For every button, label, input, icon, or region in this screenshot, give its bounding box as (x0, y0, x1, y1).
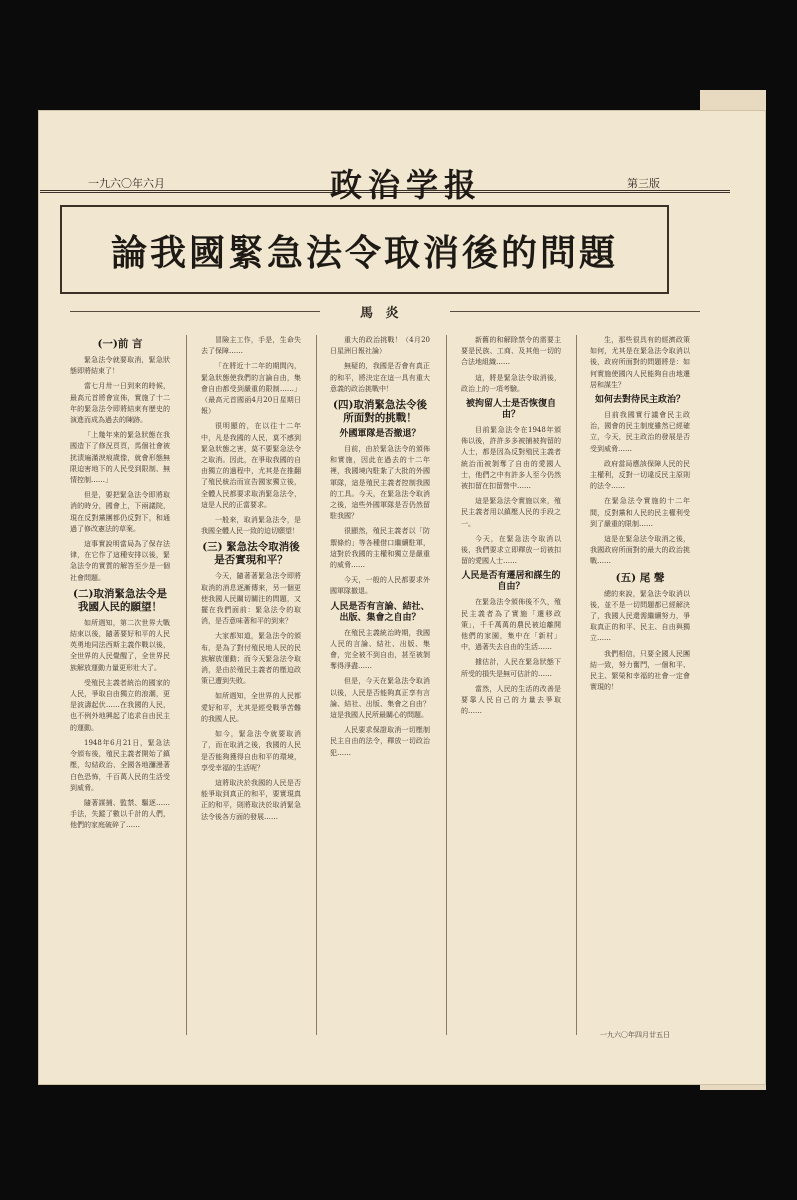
column-5 (590, 335, 690, 1035)
paragraph: 隨著謀捕、監禁、驅逐……手法，失蹤了數以千計的人們，他們的家庭破碎了…… (70, 798, 170, 830)
paragraph: 人民要求保證取消一切壓制民主自由的法令，釋放一切政治犯…… (330, 726, 430, 757)
paragraph: 重大的政治挑戰！（4月20日星洲日報社論） (330, 336, 430, 356)
article-date: 一九六〇年四月廿五日 (600, 1031, 670, 1039)
page-number: 第三版 (627, 177, 660, 190)
paragraph: 大家都知道，緊急法令的頒布，是為了對付殖民地人民的民族解放運動；而今天緊急法令取消，是由於殖民主義者的壓迫政策已遭到失敗。 (201, 632, 301, 686)
newspaper-title: 政治学报 (330, 166, 483, 204)
paragraph: 目前，由於緊急法令的頒佈和實施，因此在過去的十二年裡，我國境內駐紮了大批的外國軍隊，這是殖民主義者控制我國的工具。今天，在緊急法令取消之後，這些外國軍隊是否仍然留駐我國？ (330, 445, 430, 521)
paragraph: 如今，緊急法令就要取消了，而在取消之後，我國的人民是否能夠獲得自由和平的環境，享受幸福的生活呢？ (201, 730, 301, 772)
paragraph: 今天，一般的人民都要求外國軍隊撤退。 (330, 576, 430, 596)
column-3 (330, 335, 430, 1035)
paragraph: 今天，在緊急法令取消以後，我們要求立即釋放一切被扣留的愛國人士…… (461, 534, 561, 566)
paragraph: 我們相信，只要全國人民團結一致，努力奮鬥，一個和平、民主、繁榮和幸福的社會一定會實現的！ (590, 649, 690, 692)
paragraph: 受殖民主義者統治的國家的人民，爭取自由獨立的浪潮，更是波濤起伏……在我國的人民，也不例外地興起了追求自由民主的運動。 (70, 678, 170, 732)
paragraph: 但是，要把緊急法令即將取消的時分，國會上，下兩議院，現在反對黨團都仍反對下，和通過了修改憲法的草案。 (70, 491, 170, 533)
section-heading: (五) 尾 聲 (615, 571, 665, 584)
byline (70, 300, 710, 324)
paragraph: 「上幾年來的緊急狀態在我國造下了修況頁頁，馬個社會被扰渍遍滿淚痕歲像，就會形態無限迫害地下的人民受到限制、無情控制……」 (70, 431, 170, 485)
paragraph: 目前我國實行議會民主政治，國會的民主制度雖然已經確立，今天，民主政治的發展是否受到威脅…… (590, 411, 690, 453)
headline: 論我國緊急法令取消後的問題 (110, 232, 618, 274)
paragraph: 很顯然，殖民主義者以「防禦條約」等各種借口繼續駐軍，這對於我國的主權和獨立是嚴重的威脅…… (330, 527, 430, 570)
paragraph: 在緊急法令實施的十二年間，反對黨和人民的民主權利受到了嚴重的限制…… (590, 497, 690, 528)
paragraph: 目前緊急法令在1948年頒佈以後，許許多多被捕被拘留的人士，都是因為反對殖民主義者統治而被剝奪了自由的愛國人士，他們之中有許多人至今仍然被扣留在扣留營中…… (461, 426, 561, 491)
paragraph: 如所週知，全世界的人民都愛好和平，尤其是經受戰爭苦難的我國人民。 (201, 692, 301, 723)
paragraph: 如所週知，第二次世界大戰結束以後，隨著要好和平的人民英勇地同法西斯主義作戰以後，全世界的人民覺醒了，全世界民族解放運動力量更形壯大了。 (70, 618, 170, 672)
column-rule (576, 335, 577, 1035)
paragraph: 緊急法令就要取消，緊急狀態即將結束了！ (70, 356, 170, 376)
paragraph: 無疑的，我國是否會有真正的和平，將決定在這一具有重大意義的政治挑戰中！ (330, 362, 430, 393)
paragraph: 這事實說明當局為了保存法律，在它作了這種安排以後，緊急法令的實質的解答至少是一個社會問題。 (70, 540, 170, 582)
paragraph: 在殖民主義統治時期，我國人民的言論、結社、出版、集會，完全被不到自由，甚至被剝奪得淨盡…… (330, 628, 430, 671)
paragraph: 「在將近十二年的期間內，緊急狀態使我們的言論自由，集會自由都受到嚴重的限制……」（最高元首國函4月20日星期日報） (201, 362, 301, 416)
paragraph: 當然，人民的生活的改善是要靠人民自己的力量去爭取的…… (461, 684, 561, 716)
paragraph: 很明顯的，在以往十二年中，凡是我國的人民，莫不感到緊急狀態之害，莫不要緊急法令之取消。因此，在爭取我國的自由獨立的過程中，尤其是在推翻了殖民統治而宣告國家獨立後，全體人民都要求取消緊急法令，這是人民的正當要求。 (201, 422, 301, 509)
column-rule (186, 335, 187, 1035)
paragraph: 這，將是緊急法令取消後，政治上的一項考驗。 (461, 373, 561, 393)
paragraph: 生，那些很具有的經濟政策如何，尤其是在緊急法令取消以後，政府所面對的問題將是：如何實施使國內人民能夠自由地遷居和謀生？ (590, 336, 690, 389)
paragraph: 政府當局應該保障人民的民主權利，反對一切違反民主原則的法令…… (590, 459, 690, 491)
author: 馬 炎 (360, 306, 403, 321)
section-heading: (二)取消緊急法令是我國人民的願望！ (73, 587, 167, 613)
column-4 (461, 335, 561, 1035)
section-heading: (一)前 言 (97, 338, 143, 350)
section-heading: 外國軍隊是否撤退？ (339, 429, 421, 440)
section-heading: 人民是否有言論、結社、出版、集會之自由？ (330, 601, 430, 623)
byline-rule-right (450, 311, 700, 312)
issue-date: 一九六〇年六月 (88, 177, 165, 190)
section-heading: (四)取消緊急法令後所面對的挑戰！ (333, 399, 427, 425)
column-1 (70, 335, 170, 1035)
paragraph: 這將取決於我國的人民是否能爭取到真正的和平，要實現真正的和平，則將取決於取消緊急法令後各方面的發展…… (201, 778, 301, 821)
masthead (40, 120, 730, 204)
section-heading: 被拘留人士是否恢復自由？ (465, 399, 556, 421)
paragraph: 一般來，取消緊急法令，是我國全體人民一致的迫切願望！ (201, 516, 301, 536)
paragraph: 今天，隨著著緊急法令即將取消的消息逐漸傳來，另一個更使我國人民關切關注的問題，又擺在我們面前：緊急法令的取消，是否意味著和平的到來？ (201, 572, 301, 626)
column-rule (316, 335, 317, 1035)
column-2 (201, 335, 301, 1035)
section-heading: 人民是否有遷居和謀生的自由？ (461, 571, 561, 593)
paragraph: 在緊急法令頒佈後不久，殖民主義者為了實施「遷移政策」，千千萬萬的農民被迫離開他們的家園，集中在「新村」中，過著失去自由的生活…… (461, 598, 561, 652)
paragraph: 新舊的和解除禁令的需要主要是民族、工商、及其他一切的合法地組織…… (461, 336, 561, 367)
paragraph: 冒險主工作，手是，生命失去了保障…… (201, 336, 301, 356)
paragraph: 但是，今天在緊急法令取消以後，人民是否能夠真正享有言論、結社、出版、集會之自由？這是我國人民所最關心的問題。 (330, 677, 430, 720)
column-rule (446, 335, 447, 1035)
byline-rule-left (70, 311, 320, 312)
paragraph: 這是在緊急法令取消之後，我國政府所面對的最大的政治挑戰…… (590, 535, 690, 566)
paragraph: 1948年6月21日，緊急法令頒布後，殖民主義者開始了鎮壓，勾結政治、全國各地瀰漫著白色恐怖，千百萬人民的生活受到威脅。 (70, 738, 170, 792)
paragraph: 總的來說，緊急法令取消以後，並不是一切問題都已經解決了，我國人民還需繼續努力，爭取真正的和平、民主、自由與獨立…… (590, 589, 690, 643)
paragraph: 據估計，人民在緊急狀態下所受的損失是無可估計的…… (461, 658, 561, 678)
section-heading: (三) 緊急法令取消後是否實現和平？ (202, 541, 300, 567)
section-heading: 如何去對待民主政治？ (594, 395, 685, 406)
headline-box (60, 205, 669, 294)
paragraph: 這是緊急法令實施以來，殖民主義者用以鎮壓人民的手段之一。 (461, 497, 561, 528)
article-columns (70, 335, 720, 1035)
paragraph: 當七月卅一日到來的時候，最高元首將會宣佈，實施了十二年的緊急法令即將結束有歷史的演進而成為過去的陳跡。 (70, 382, 170, 425)
